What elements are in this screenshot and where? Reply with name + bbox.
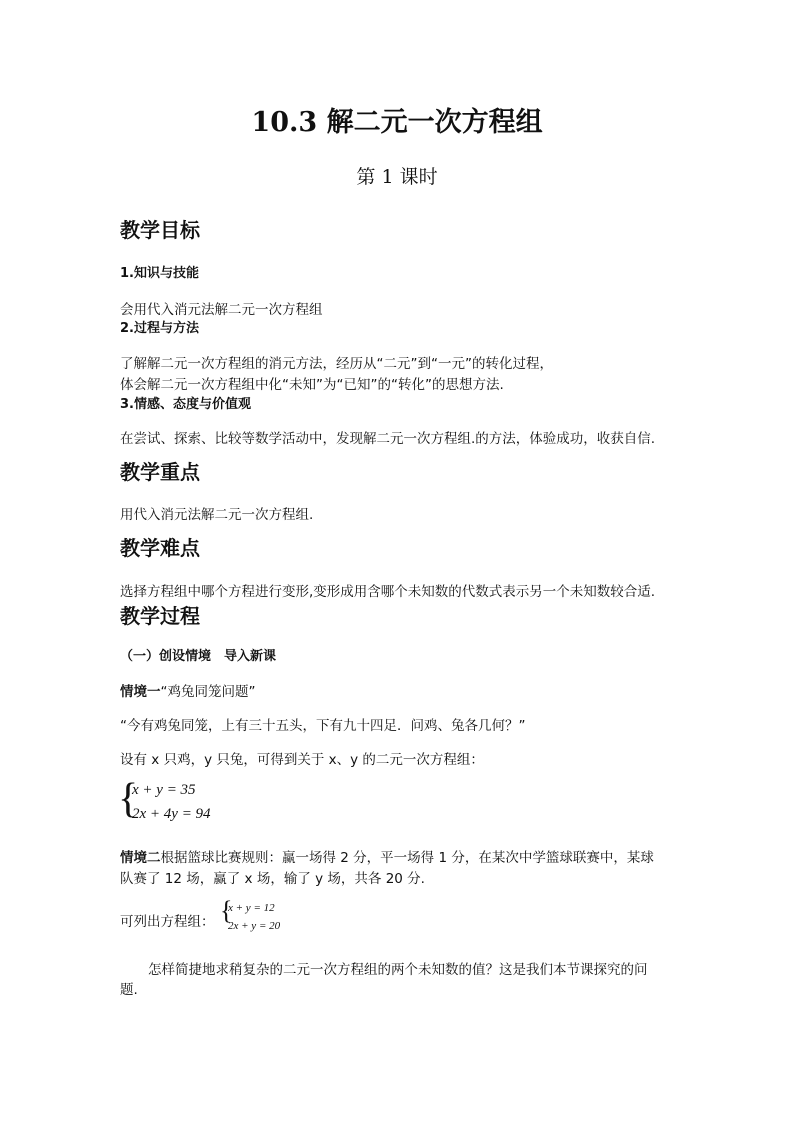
- page-subtitle: 第 1 课时: [356, 166, 438, 188]
- page-title: 10.3 解二元一次方程组: [251, 107, 543, 138]
- system1-eq1: x + y = 35: [132, 782, 196, 798]
- process-method-text-2: 体会解二元一次方程组中化“未知”为“已知”的“转化”的思想方法.: [120, 377, 504, 393]
- system2-eq2: 2x + y = 20: [228, 920, 281, 932]
- scenario1-setup: 设有 x 只鸡，y 只兔，可得到关于 x、y 的二元一次方程组：: [120, 752, 484, 768]
- scenario2-label: 情境二: [120, 850, 161, 866]
- process-heading: 教学过程: [120, 604, 200, 628]
- scenario2-line-1: [120, 846, 654, 866]
- scenario1-quote: “今有鸡兔同笼，上有三十五头，下有九十四足．问鸡、兔各几何？”: [120, 718, 526, 734]
- system1-eq2: 2x + 4y = 94: [132, 806, 211, 822]
- key-point-text: 用代入消元法解二元一次方程组.: [120, 507, 314, 523]
- knowledge-text: 会用代入消元法解二元一次方程组: [120, 302, 323, 318]
- scenario2-text-1: 根据篮球比赛规则：赢一场得 2 分，平一场得 1 分，在某次中学篮球联赛中，某球: [160, 850, 654, 866]
- scenario1-title: “鸡兔同笼问题”: [160, 684, 256, 700]
- process-method-text-1: 了解解二元一次方程组的消元方法，经历从“二元”到“一元”的转化过程，: [120, 356, 553, 372]
- step1-heading: （一）创设情境 导入新课: [120, 649, 277, 664]
- question-text-1: 怎样简捷地求稍复杂的二元一次方程组的两个未知数的值？这是我们本节课探究的问: [148, 962, 648, 978]
- scenario1-label: 情境一: [120, 684, 161, 700]
- process-method-heading: 2.过程与方法: [120, 321, 199, 336]
- question-text-2: 题.: [120, 982, 138, 998]
- system2-eq1: x + y = 12: [228, 902, 275, 914]
- knowledge-heading: 1.知识与技能: [120, 266, 199, 281]
- scenario1-line: [120, 680, 256, 700]
- difficulty-heading: 教学难点: [120, 536, 200, 560]
- system2-brace: {: [220, 896, 233, 925]
- scenario2-text-2: 队赛了 12 场，赢了 x 场，输了 y 场，共各 20 分.: [120, 871, 425, 887]
- system1-brace: {: [118, 776, 139, 822]
- attitude-text: 在尝试、探索、比较等数学活动中，发现解二元一次方程组.的方法，体验成功，收获自信.: [120, 431, 656, 447]
- attitude-heading: 3.情感、态度与价值观: [120, 397, 251, 412]
- difficulty-text: 选择方程组中哪个方程进行变形,变形成用含哪个未知数的代数式表示另一个未知数较合适.: [120, 584, 656, 600]
- objectives-heading: 教学目标: [120, 218, 200, 242]
- system2-prefix: 可列出方程组：: [120, 914, 215, 930]
- key-point-heading: 教学重点: [120, 460, 200, 484]
